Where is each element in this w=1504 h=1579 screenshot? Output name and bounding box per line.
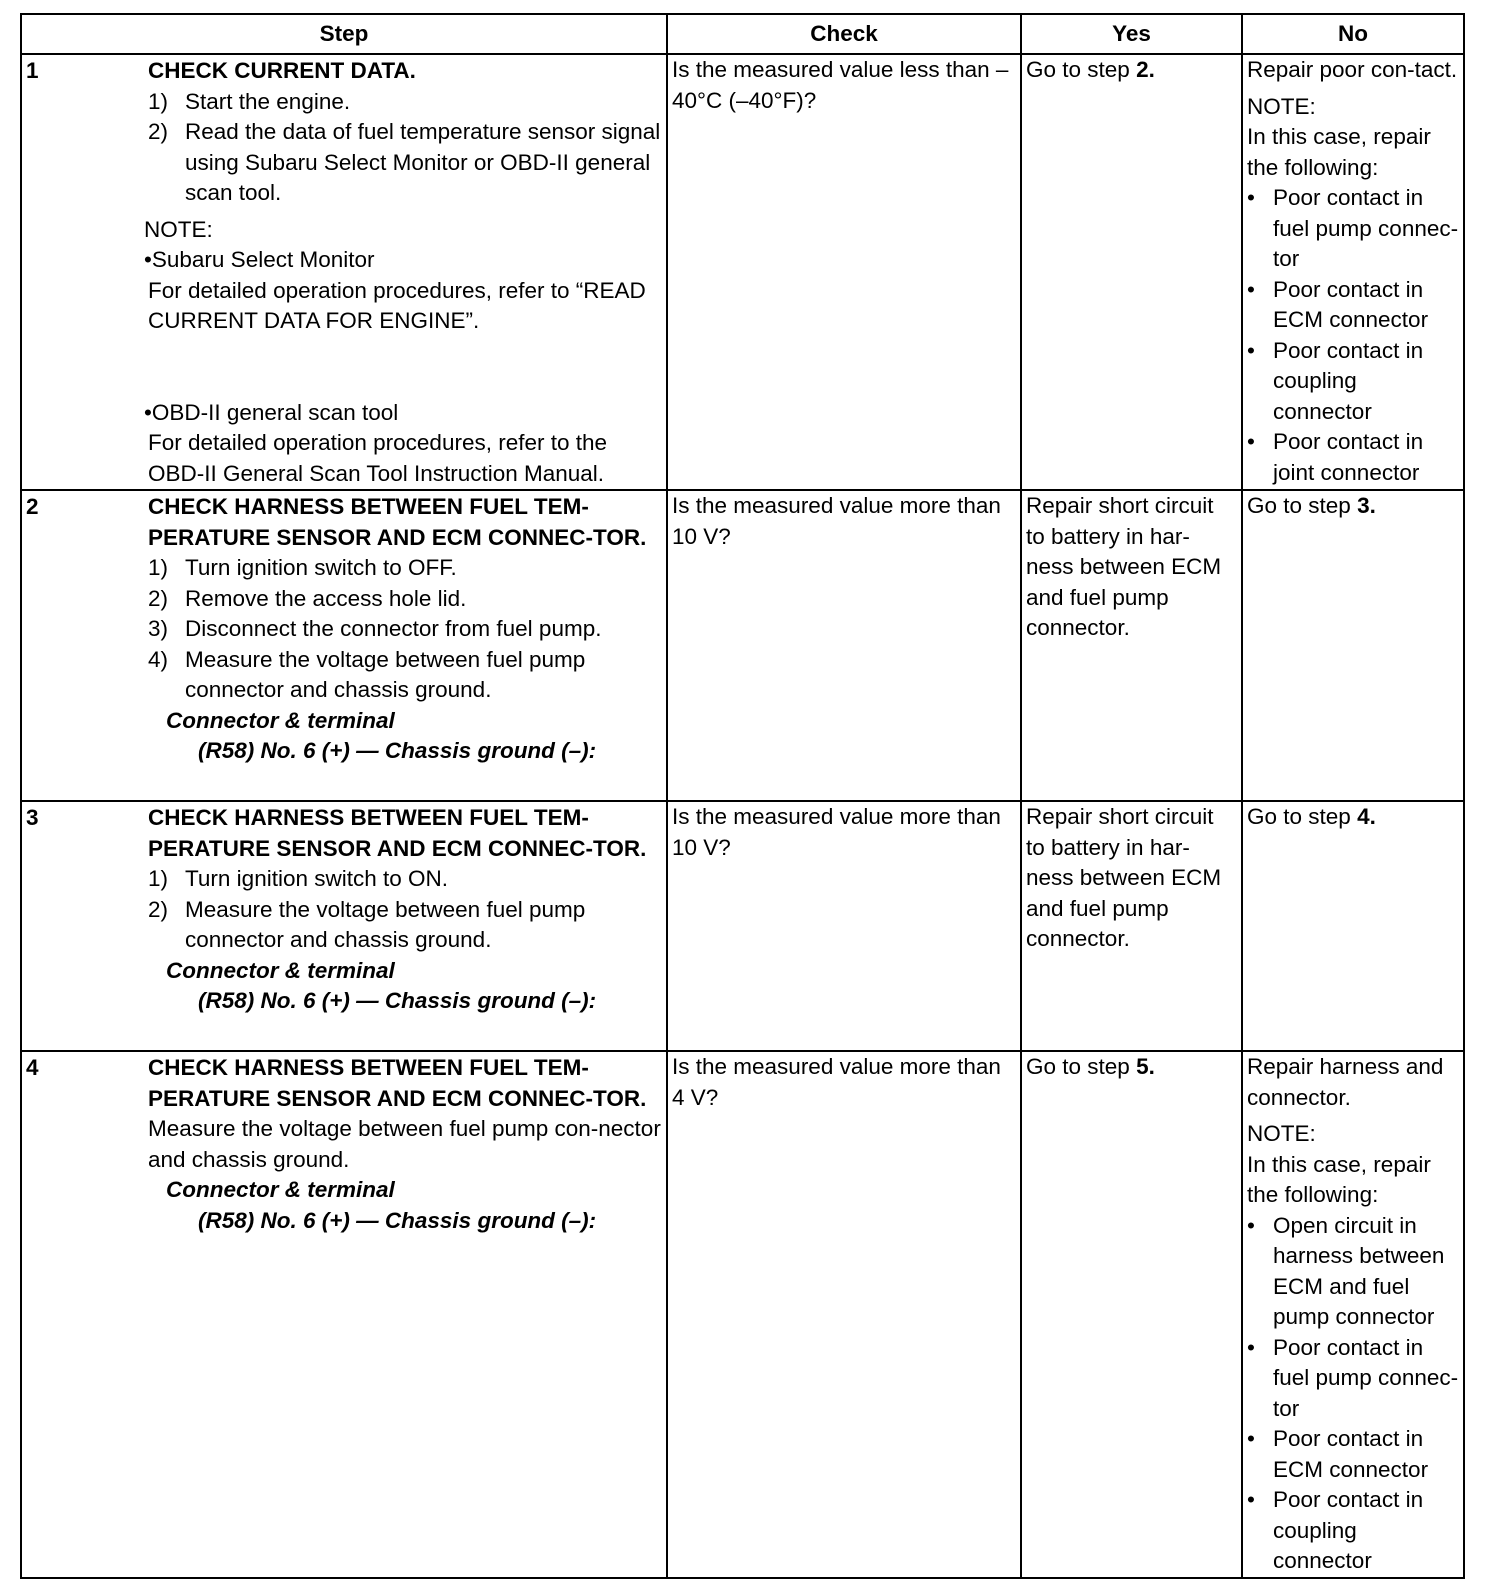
no-bullet-item: • Poor contact in joint connector (1247, 429, 1424, 485)
note-item-title: •Subaru Select Monitor (144, 247, 375, 272)
connector-terminal-value: (R58) No. 6 (+) — Chassis ground (–): (198, 1207, 597, 1233)
no-note-intro: In this case, repair the following: (1247, 1151, 1431, 1207)
check-cell: Is the measured value more than 4 V? (667, 1051, 1021, 1578)
step-cell (21, 490, 667, 801)
header-yes: Yes (1021, 14, 1242, 54)
table-row (21, 801, 1464, 1051)
connector-terminal-label: Connector & terminal (166, 707, 395, 733)
note-label: NOTE: (144, 216, 213, 242)
sub-step: 2) Read the data of fuel temperature sensor signal using Subaru Select Monitor or OBD-II general scan tool. (148, 119, 661, 205)
step-number: 3 (26, 805, 39, 830)
check-cell: Is the measured value more than 10 V? (667, 490, 1021, 801)
no-bullet-item: • Poor contact in fuel pump connec-tor (1247, 185, 1459, 271)
step-title: CHECK HARNESS BETWEEN FUEL TEM-PERATURE SENSOR AND ECM CONNEC-TOR. (148, 805, 647, 861)
step-cell (21, 1051, 667, 1578)
no-bullet-item: • Poor contact in fuel pump connec-tor (1247, 1334, 1459, 1421)
connector-terminal-label: Connector & terminal (166, 1177, 395, 1202)
header-check: Check (667, 14, 1021, 54)
sub-step: 1) Turn ignition switch to OFF. (148, 555, 457, 580)
yes-cell: Repair short circuit to battery in har-ness between ECM and fuel pump connector. (1021, 801, 1242, 1051)
note-item-title: •OBD-II general scan tool (144, 399, 399, 425)
connector-terminal-value: (R58) No. 6 (+) — Chassis ground (–): (198, 988, 597, 1013)
yes-cell: Go to step 2. (1021, 54, 1242, 490)
step-title: CHECK HARNESS BETWEEN FUEL TEM-PERATURE SENSOR AND ECM CONNEC-TOR. (148, 1055, 647, 1111)
no-bullet-item: • Poor contact in coupling connector (1247, 337, 1424, 424)
header-no: No (1242, 14, 1464, 54)
step-body-text: Measure the voltage between fuel pump con-nector and chassis ground. (148, 1116, 661, 1172)
no-bullet-item: • Poor contact in ECM connector (1247, 276, 1429, 332)
table-row (21, 1051, 1464, 1578)
diagnostic-table (20, 13, 1465, 1579)
connector-terminal-value: (R58) No. 6 (+) — Chassis ground (–): (198, 738, 597, 763)
no-note-intro: In this case, repair the following: (1247, 124, 1431, 180)
no-bullet-item: • Poor contact in coupling connector (1247, 1487, 1424, 1573)
no-action-text: Repair poor con-tact. (1247, 57, 1458, 82)
sub-step: 2) Measure the voltage between fuel pump connector and chassis ground. (148, 896, 586, 952)
no-cell (1242, 1051, 1464, 1578)
sub-step: 2) Remove the access hole lid. (148, 585, 467, 611)
step-number: 4 (26, 1055, 39, 1080)
no-note-label: NOTE: (1247, 1121, 1316, 1146)
table-row (21, 490, 1464, 801)
step-number: 2 (26, 494, 39, 519)
yes-cell: Go to step 5. (1021, 1051, 1242, 1578)
check-cell: Is the measured value more than 10 V? (667, 801, 1021, 1051)
step-number: 1 (26, 58, 39, 83)
check-cell: Is the measured value less than –40°C (–40°F)? (667, 54, 1021, 490)
no-bullet-item: • Poor contact in ECM connector (1247, 1426, 1429, 1482)
yes-cell: Repair short circuit to battery in har-ness between ECM and fuel pump connector. (1021, 490, 1242, 801)
note-item-text: For detailed operation procedures, refer to “READ CURRENT DATA FOR ENGINE”. (148, 277, 646, 333)
table-header-row (21, 14, 1464, 54)
sub-step: 4) Measure the voltage between fuel pump connector and chassis ground. (148, 646, 586, 702)
header-step: Step (21, 14, 667, 54)
sub-step: 3) Disconnect the connector from fuel pump. (148, 616, 602, 641)
step-cell (21, 801, 667, 1051)
connector-terminal-label: Connector & terminal (166, 957, 395, 983)
sub-step: 1) Turn ignition switch to ON. (148, 866, 449, 891)
note-item-text: For detailed operation procedures, refer to the OBD-II General Scan Tool Instruction Manual. (148, 430, 608, 486)
no-note-label: NOTE: (1247, 93, 1316, 119)
sub-step: 1) Start the engine. (148, 88, 351, 114)
no-cell (1242, 54, 1464, 490)
step-title: CHECK CURRENT DATA. (148, 58, 416, 83)
step-cell (21, 54, 667, 490)
table-row (21, 54, 1464, 490)
no-cell: Go to step 3. (1242, 490, 1464, 801)
no-action-text: Repair harness and connector. (1247, 1054, 1444, 1110)
diagnostic-page (20, 13, 1465, 1579)
no-bullet-item: • Open circuit in harness between ECM and fuel pump connector (1247, 1212, 1445, 1329)
step-title: CHECK HARNESS BETWEEN FUEL TEM-PERATURE SENSOR AND ECM CONNEC-TOR. (148, 494, 647, 550)
no-cell: Go to step 4. (1242, 801, 1464, 1051)
